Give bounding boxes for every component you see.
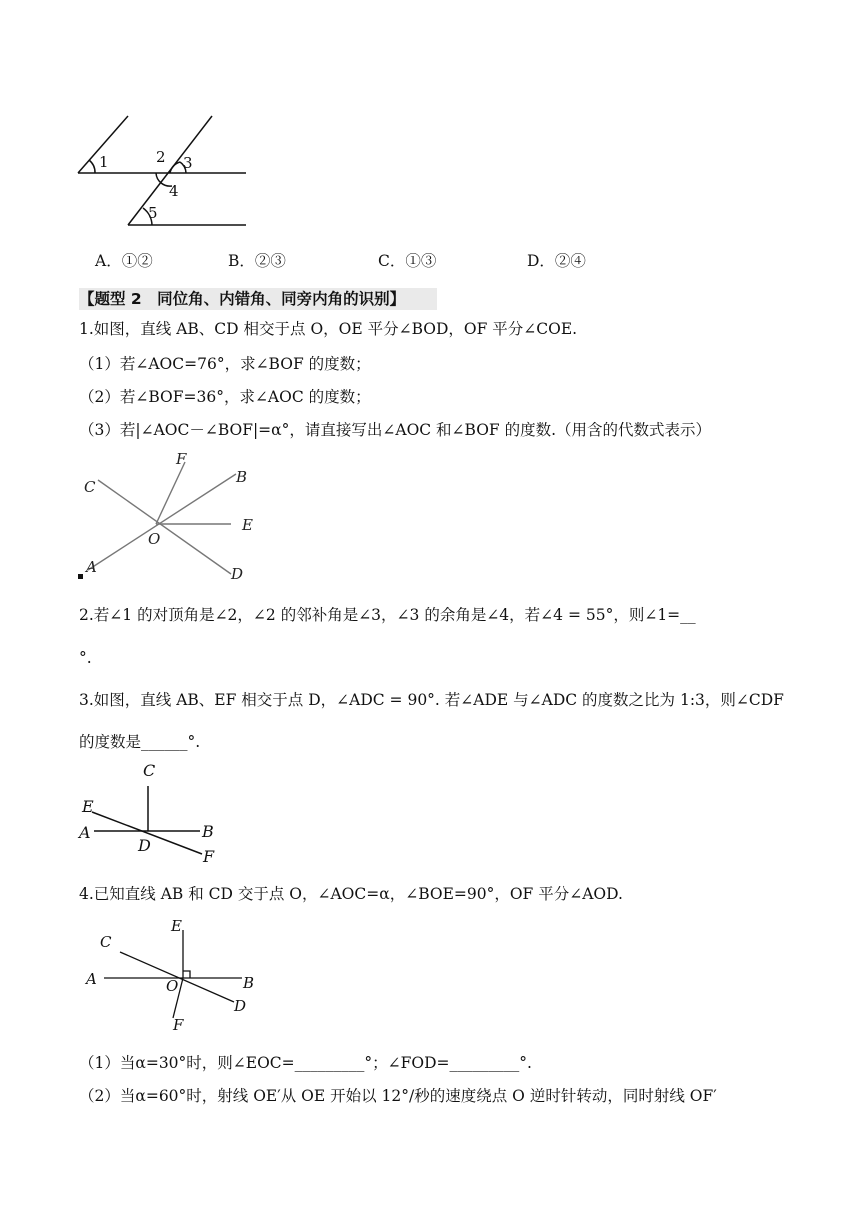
point-label-a: A xyxy=(86,970,97,988)
point-label-c: C xyxy=(100,933,112,951)
point-label-b: B xyxy=(202,822,214,841)
section-title: 【题型 2 同位角、内错角、同旁内角的识别】 xyxy=(79,288,437,310)
point-label-f: F xyxy=(176,450,187,468)
point-label-d: D xyxy=(231,565,244,583)
q1-part3: （3）若|∠AOC－∠BOF|=α°，请直接写出∠AOC 和∠BOF 的度数.（用含的代数式表示） xyxy=(79,421,712,439)
point-label-o: O xyxy=(148,530,161,548)
q4-part2: （2）当α=60°时，射线 OE′从 OE 开始以 12°/秒的速度绕点 O 逆时针转动，同时射线 OF′ xyxy=(79,1087,717,1105)
option-c: C．①③ xyxy=(378,252,437,270)
q1-part2: （2）若∠BOF=36°，求∠AOC 的度数； xyxy=(79,388,371,406)
option-b: B．②③ xyxy=(228,252,286,270)
angle-label-2: 2 xyxy=(156,148,166,166)
point-label-a: A xyxy=(79,823,91,842)
point-label-f: F xyxy=(173,1016,184,1034)
q1-stem: 1.如图，直线 AB、CD 相交于点 O，OE 平分∠BOD，OF 平分∠COE. xyxy=(79,320,578,338)
point-label-o: O xyxy=(166,977,179,995)
point-label-c: C xyxy=(84,478,96,496)
point-label-b: B xyxy=(243,974,255,992)
option-d: D．②④ xyxy=(527,252,586,270)
angle-label-4: 4 xyxy=(169,182,179,200)
figure-parallel-lines xyxy=(76,112,252,230)
option-a: A．①② xyxy=(95,252,153,270)
point-label-f: F xyxy=(203,847,215,866)
point-label-d: D xyxy=(234,997,247,1015)
angle-label-1: 1 xyxy=(99,153,109,171)
angle-label-5: 5 xyxy=(148,204,158,222)
point-label-e: E xyxy=(82,797,94,816)
point-label-c: C xyxy=(143,761,156,780)
q3-line2: 的度数是______°. xyxy=(79,733,201,751)
q1-part1: （1）若∠AOC=76°，求∠BOF 的度数； xyxy=(79,355,371,373)
q4-part1: （1）当α=30°时，则∠EOC=_________°；∠FOD=_________°. xyxy=(79,1054,532,1072)
angle-label-3: 3 xyxy=(183,154,193,172)
q2-line1: 2.若∠1 的对顶角是∠2，∠2 的邻补角是∠3，∠3 的余角是∠4，若∠4 = 55°，则∠1=__ xyxy=(79,606,696,624)
point-label-b: B xyxy=(236,468,248,486)
q3-line1: 3.如图，直线 AB、EF 相交于点 D，∠ADC = 90°. 若∠ADE 与∠ADC 的度数之比为 1:3，则∠CDF xyxy=(79,691,784,709)
figure-q1 xyxy=(76,450,260,584)
q4-stem: 4.已知直线 AB 和 CD 交于点 O，∠AOC=α，∠BOE=90°，OF 平分∠AOD. xyxy=(79,885,623,903)
figure-q3 xyxy=(76,758,226,866)
q2-line2: °. xyxy=(79,649,92,667)
point-label-d: D xyxy=(138,836,151,855)
figure-q4 xyxy=(84,914,264,1034)
point-label-e: E xyxy=(171,917,182,935)
point-label-e: E xyxy=(242,516,253,534)
point-label-a: A xyxy=(86,558,97,576)
